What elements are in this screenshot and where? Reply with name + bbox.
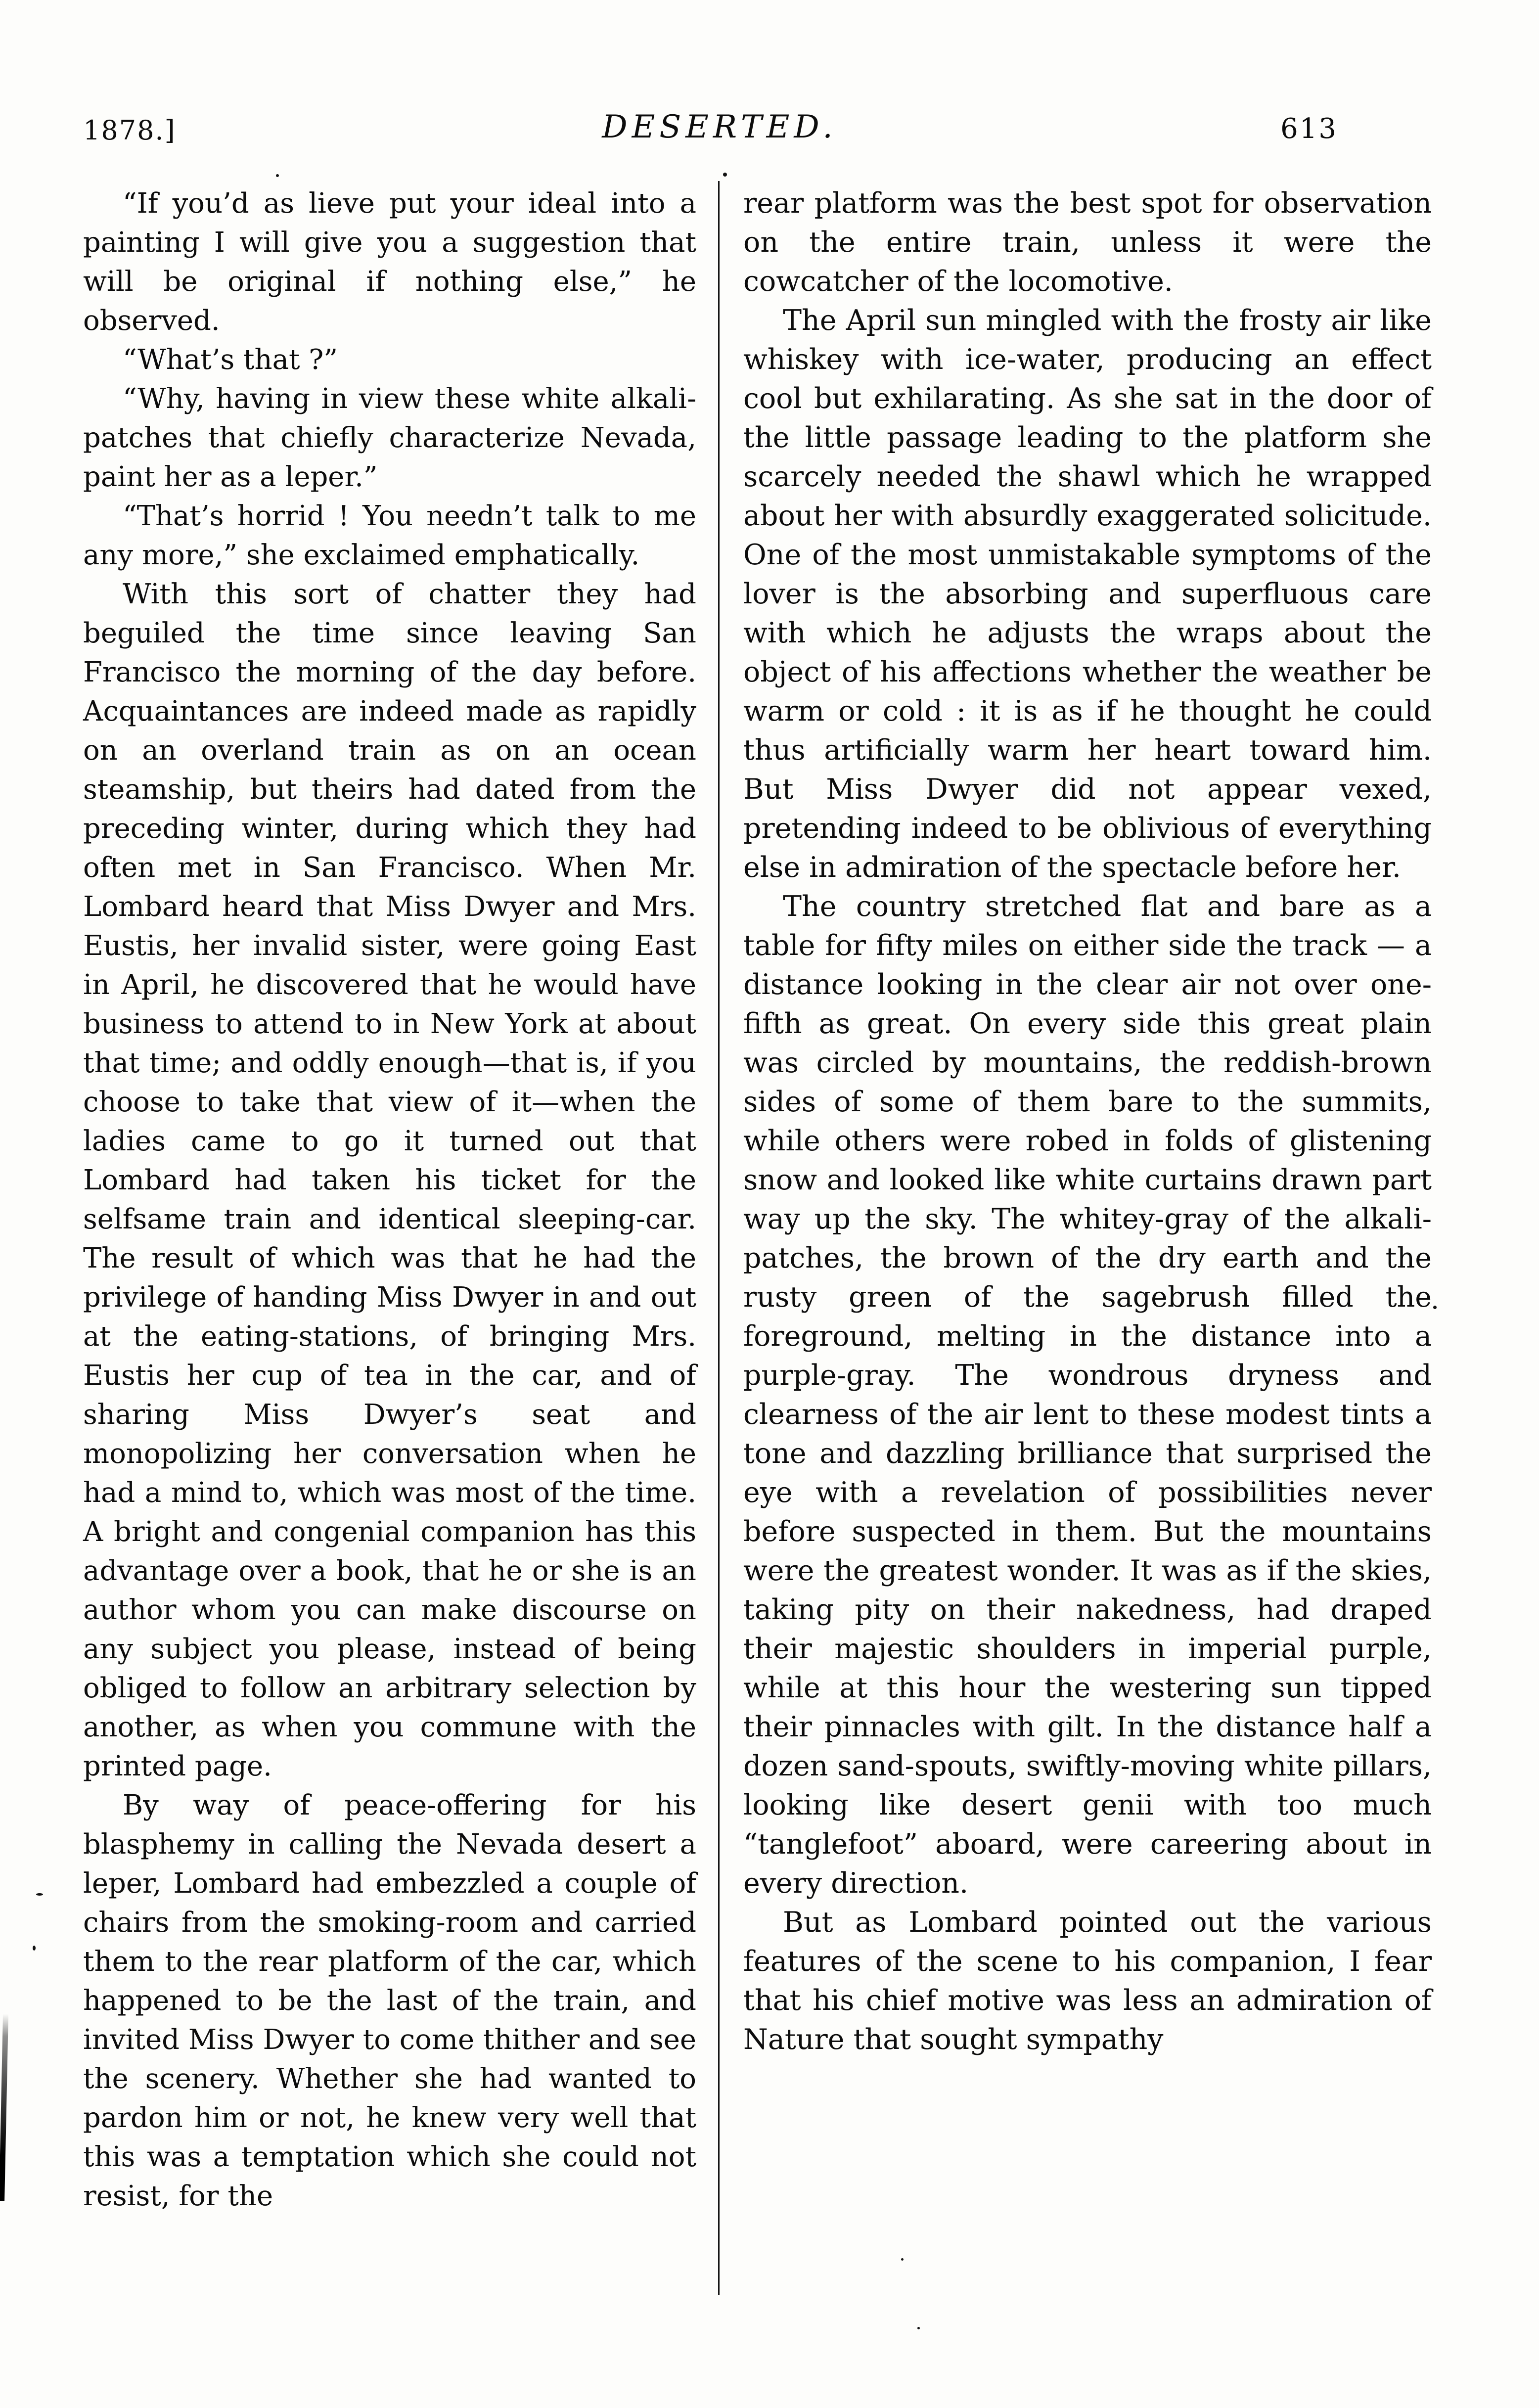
scan-speck: [723, 173, 727, 177]
paragraph: The April sun mingled with the frosty air like whiskey with ice-water, producing an effect cool but exhilarating. As she sat in the door of the little passage leading to the platform she scarcely needed the shawl which he wrapped about her with absurdly exaggerated solicitude. One of the most unmistakable symptoms of the lover is the absorbing and superfluous care with which he adjusts the wraps about the object of his affections whether the weather be warm or cold : it is as if he thought he could thus artificially warm her heart toward him. But Miss Dwyer did not appear vexed, pretending indeed to be oblivious of everything else in admiration of the spectacle before her.: [743, 304, 1432, 884]
scan-speck: [901, 2258, 904, 2261]
header-title: DESERTED.: [602, 109, 837, 145]
header-page-number: 613: [1280, 113, 1338, 145]
paragraph: “What’s that ?”: [123, 344, 338, 376]
left-column: [83, 184, 696, 2216]
paragraph: But as Lombard pointed out the various features of the scene to his companion, I fear that his chief motive was less an admiration of Nature that sought sympathy: [743, 1906, 1432, 2056]
paragraph: “That’s horrid ! You needn’t talk to me any more,” she exclaimed emphatically.: [83, 500, 696, 571]
right-column: [743, 184, 1432, 2059]
page-header: [0, 0, 1539, 163]
scan-speck: [1433, 1306, 1437, 1309]
paragraph: By way of peace-offering for his blasphemy in calling the Nevada desert a leper, Lombard had embezzled a couple of chairs from the smoking-room and carried them to the rear platform of the car, which happened to be the last of the train, and invited Miss Dwyer to come thither and see the scenery. Whether she had wanted to pardon him or not, he knew very well that this was a temptation which she could not resist, for the: [83, 1789, 696, 2212]
column-divider-rule: [718, 181, 720, 2295]
paragraph: With this sort of chatter they had beguiled the time since leaving San Francisco the morning of the day before. Acquaintances are indeed made as rapidly on an overland train as on an ocean steamship, but theirs had dated from the preceding winter, during which they had often met in San Francisco. When Mr. Lombard heard that Miss Dwyer and Mrs. Eustis, her invalid sister, were going East in April, he discovered that he would have business to attend to in New York at about that time; and oddly enough—that is, if you choose to take that view of it—when the ladies came to go it turned out that Lombard had taken his ticket for the selfsame train and identical sleeping-car. The result of which was that he had the privilege of handing Miss Dwyer in and out at the eating-stations, of bringing Mrs. Eustis her cup of tea in the car, and of sharing Miss Dwyer’s seat and monopolizing her conversation when he had a mind to, which was most of the time. A bright and congenial companion has this advantage over a book, that he or she is an author whom you can make discourse on any subject you please, instead of being obliged to follow an arbitrary selection by another, as when you commune with the printed page.: [83, 578, 696, 1782]
scan-speck: [36, 1893, 43, 1896]
scan-speck: [33, 1946, 36, 1951]
paragraph: “Why, having in view these white alkali-patches that chiefly characterize Nevada, paint her as a leper.”: [83, 383, 696, 493]
paragraph: “If you’d as lieve put your ideal into a painting I will give you a suggestion that will be original if nothing else,” he observed.: [83, 187, 696, 337]
paragraph: The country stretched flat and bare as a table for fifty miles on either side the track — a distance looking in the clear air not over one-fifth as great. On every side this great plain was circled by mountains, the reddish-brown sides of some of them bare to the summits, while others were robed in folds of glistening snow and looked like white curtains drawn part way up the sky. The whitey-gray of the alkali-patches, the brown of the dry earth and the rusty green of the sagebrush filled the foreground, melting in the distance into a purple-gray. The wondrous dryness and clearness of the air lent to these modest tints a tone and dazzling brilliance that surprised the eye with a revelation of possibilities never before suspected in them. But the mountains were the greatest wonder. It was as if the skies, taking pity on their nakedness, had draped their majestic shoulders in imperial purple, while at this hour the westering sun tipped their pinnacles with gilt. In the distance half a dozen sand-spouts, swiftly-moving white pillars, looking like desert genii with too much “tanglefoot” aboard, were careering about in every direction.: [743, 890, 1432, 1900]
scan-speck: [276, 174, 279, 177]
paragraph: rear platform was the best spot for observation on the entire train, unless it were the cowcatcher of the locomotive.: [743, 187, 1432, 298]
scan-speck: [917, 2327, 920, 2329]
scan-artifact-streak: [0, 2014, 8, 2201]
header-year-label: 1878.]: [83, 115, 176, 146]
